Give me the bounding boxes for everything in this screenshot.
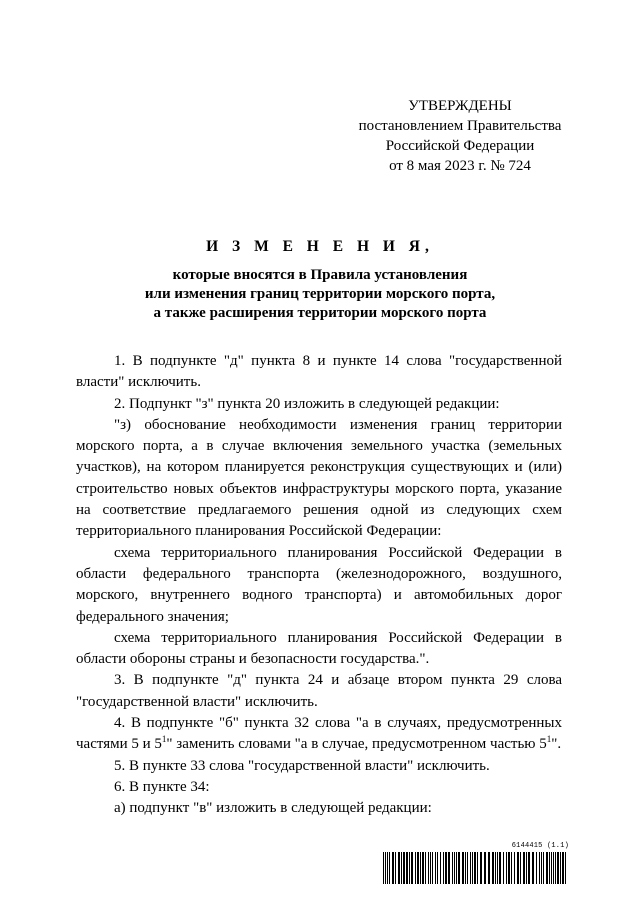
subheading-line-3: а также расширения территории морского порта	[153, 305, 487, 321]
superscript-1: 1	[161, 734, 167, 745]
approval-line-federation: Российской Федерации	[385, 138, 535, 154]
approval-block	[340, 96, 580, 176]
paragraph-10: а) подпункт "в" изложить в следующей редакции:	[114, 800, 432, 817]
paragraph-8: 5. В пункте 33 слова "государственной власти" исключить.	[114, 757, 490, 774]
document-subheading	[60, 266, 580, 323]
document-body	[76, 351, 562, 820]
paragraph-1-line-1: 1. В подпункте "д" пункта 8 и пункте 14 слова "государственной	[114, 353, 562, 369]
barcode-block	[383, 842, 569, 886]
paragraph-9: 6. В пункте 34:	[114, 778, 210, 795]
document-heading: И З М Е Н Е Н И Я,	[206, 238, 434, 255]
paragraph-5: схема территориального планирования Российской Федерации в области обороны страны и безопасности государства.".	[76, 629, 562, 668]
superscript-2: 1	[546, 734, 552, 745]
paragraph-4: схема территориального планирования Российской Федерации в области федерального транспорта (железнодорожного, воздушного, морского, внутреннего водного транспорта) и автомобильных дорог федерального значения;	[76, 544, 562, 625]
paragraph-7-part-1: 4. В подпункте "б" пункта 32 слова "а в случаях, предусмотренных частями 5 и 5	[76, 715, 562, 753]
paragraph-2: 2. Подпункт "з" пункта 20 изложить в следующей редакции:	[114, 395, 500, 412]
paragraph-7-part-2: " заменить словами "а в случае, предусмотренном частью 5	[166, 736, 547, 753]
paragraph-7	[76, 713, 562, 756]
barcode-number: 6144415 (1.1)	[511, 842, 569, 850]
approval-line-decree: постановлением Правительства	[358, 118, 562, 134]
subheading-line-1: которые вносятся в Правила установления	[172, 267, 468, 283]
paragraph-3: "з) обоснование необходимости изменения границ территории морского порта, а в случае включения земельного участка (земельных участков), на котором планируется реконструкция существующих и (или) строительство новых объектов инфраструктуры морского порта, указание на соответствие предлагаемого решения одной из следующих схем территориального планирования Российской Федерации:	[76, 416, 562, 540]
approval-line-date: от 8 мая 2023 г. № 724	[389, 158, 531, 174]
paragraph-1-line-2: власти" исключить.	[76, 374, 201, 391]
approval-title: УТВЕРЖДЕНЫ	[408, 98, 512, 114]
paragraph-6: 3. В подпункте "д" пункта 24 и абзаце втором пункта 29 слова "государственной власти" исключить.	[76, 672, 562, 710]
barcode-graphic	[383, 852, 569, 884]
subheading-line-2: или изменения границ территории морского порта,	[144, 286, 496, 302]
paragraph-7-part-3: ".	[551, 736, 562, 753]
